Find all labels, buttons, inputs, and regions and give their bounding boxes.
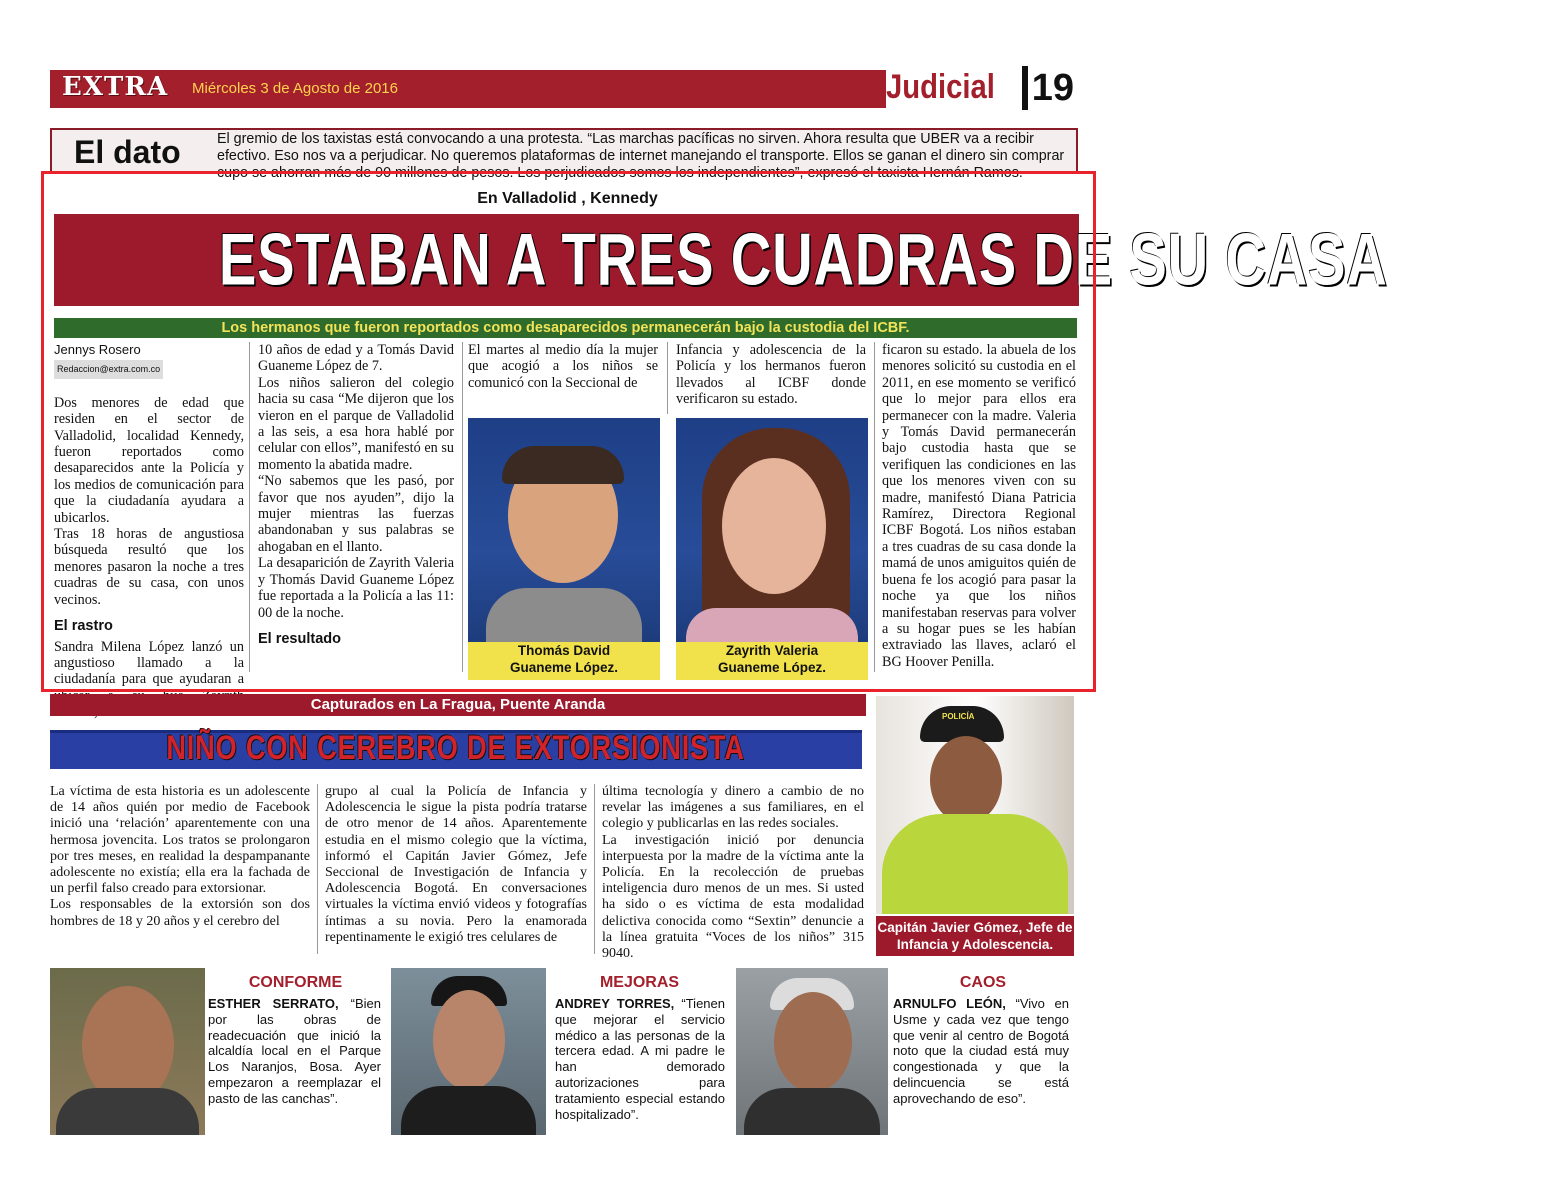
- voxpop-quote: “Tienen que mejorar el servicio médico a las personas de la tercera edad. A mi padre le han demorado autorizaciones para tratamiento especial estando hospitalizado”.: [555, 996, 725, 1122]
- story1-paragraph: Sandra Milena López lanzó un angustioso llamado a la ciudadanía para que ayudaran a: [54, 638, 244, 688]
- story1-paragraph: ficaron su estado. la abuela de los menores solicitó su custodia en el 2011, en ese momento se verificó que lo mejor para ellos era permanecer con la madre. Valeria y Tomás David permanecerán bajo custodia hasta que se verifiquen las condiciones en las que los menores viven con su madre, manifestó Diana Patricia Ramírez, Directora Regional ICBF Bogotá. Los niños estaban a tres cuadras de su casa donde la mamá de unos amiguitos quién de buena fe los acogió para pasar la noche ya que los niños manifestaban reservas para volver a su hogar pues se les habían extraviado las llaves, aclaró el BG Hoover Penilla.: [882, 342, 1076, 670]
- column-divider: [317, 784, 318, 954]
- officer-face-image: [930, 736, 1002, 824]
- clothing-shape: [401, 1086, 536, 1135]
- story1-paragraph: Tras 18 horas de angustiosa búsqueda resultó que los menores pasaron la noche a tres cuadras de su casa, con unos vecinos.: [54, 526, 244, 608]
- section-name: Judicial: [886, 68, 995, 106]
- page-header: [50, 66, 1078, 112]
- story1-paragraph: Dos menores de edad que residen en el sector de Valladolid, localidad Kennedy, fueron reportados como desaparecidos ante la Policía y los medios de comunicación para que la ciudadanía ayudara a ubicarlos.: [54, 394, 244, 526]
- story2-column-2: [325, 784, 587, 946]
- caption-line: Thomás David: [517, 643, 611, 658]
- story2-paragraph: La investigación inició por denuncia interpuesta por la madre de la víctima ante la Policía. En la recolección de pruebas inteligencia duro menos de un mes. Si usted ha sido o es víctima de esta modalidad delictiva conocida como “Sextin” denuncie a la línea gratuita “Voces de los niños” 315 9040.: [602, 832, 864, 962]
- clothing-shape: [56, 1088, 199, 1135]
- clothing-shape: [744, 1088, 880, 1135]
- el-dato-text: El gremio de los taxistas está convocando a una protesta. “Las marchas pacíficas no sirven. Ahora resulta que UBER va a recibir efectivo. Eso nos va a perjudicar. No queremos plataformas de internet manejando el transporte. Ellos se ganan el dinero sin comprar cupo se ahorran más de 90 millones de pesos. Los perjudicados somos los independientes”, expresó el taxista Hernán Ramos.: [217, 131, 1065, 181]
- story2-column-3: [602, 784, 864, 962]
- voxpop-quote: “Bien por las obras de readecuación que inició la alcaldía local en el Parque Los Naranjos, Bosa. Ayer empezaron a reemplazar el pasto de las canchas”.: [208, 996, 381, 1106]
- photo-esther-serrato: [50, 968, 205, 1135]
- voxpop-text-arnulfo: [893, 996, 1069, 1107]
- story1-paragraph: Los niños salieron del colegio hacia su casa “Me dijeron que los vieron en el parque de Valladolid a las seis, a esa hora hablé por celular con ellos”, manifestó en su momento la abatida madre.: [258, 374, 454, 473]
- cap-badge-text: POLICÍA: [942, 712, 975, 721]
- subhead-el-resultado: El resultado: [258, 630, 341, 647]
- story1-paragraph: 10 años de edad y a Tomás David Guaneme López de 7.: [258, 342, 454, 375]
- highlight-frame: [41, 171, 1096, 692]
- officer-vest-shape: [882, 814, 1068, 914]
- story1-paragraph: “No sabemos que les pasó, por favor que nos ayuden”, dijo la mujer mientras las fuerzas abandonaban y sus palabras se ahogaban en el llanto.: [258, 473, 454, 555]
- police-photo-caption: Capitán Javier Gómez, Jefe de Infancia y Adolescencia.: [876, 916, 1074, 956]
- story2-headline: [50, 728, 862, 768]
- voxpop-name: ESTHER SERRATO,: [208, 996, 339, 1011]
- story1-subheadline: Los hermanos que fueron reportados como desaparecidos permanecerán bajo la custodia del ICBF.: [54, 318, 1077, 338]
- voxpop-title-conforme: CONFORME: [248, 974, 343, 991]
- voxpop-name: ARNULFO LEÓN,: [893, 996, 1006, 1011]
- column-divider: [594, 784, 595, 954]
- person-face-image: [82, 986, 174, 1104]
- photo-capitan-javier-gomez: [876, 696, 1074, 914]
- el-dato-box: [50, 128, 1078, 181]
- person-face-image: [774, 992, 852, 1092]
- story1-headline-text: ESTABAN A TRES CUADRAS DE SU CASA: [218, 219, 1388, 301]
- page-number: 19: [1022, 66, 1074, 110]
- voxpop-title-caos: CAOS: [959, 974, 1007, 991]
- photo-arnulfo-leon: [736, 968, 888, 1135]
- story1-paragraph: La desaparición de Zayrith Valeria y Thomás David Guaneme López fue reportada a la Policía a las 11: 00 de la noche.: [258, 555, 454, 621]
- voxpop-title-mejoras: MEJORAS: [599, 974, 680, 991]
- byline-email: Redaccion@extra.com.co: [54, 360, 163, 378]
- story2-paragraph: grupo al cual la Policía de Infancia y Adolescencia le sigue la pista podría tratarse de otro menor de 14 años. Aparentemente estudia en el mismo colegio que la víctima, informó el Capitán Javier Gómez, Jefe Seccional de Investigación de Infancia y Adolescencia Bogotá. En conversaciones virtuales la víctima envió videos y fotografías íntimas a su novia. Pero la enamorada repentinamente le exigió tres celulares de: [325, 784, 587, 945]
- caption-line: Guaneme López.: [509, 660, 619, 675]
- voxpop-text-esther: [208, 996, 381, 1107]
- story1-paragraph: Infancia y adolescencia de la Policía y los hermanos fueron llevados al ICBF donde verificaron su estado.: [676, 342, 866, 408]
- issue-date: Miércoles 3 de Agosto de 2016: [192, 80, 398, 97]
- story2-paragraph: última tecnología y dinero a cambio de no revelar las imágenes a sus familiares, en el colegio y publicarlas en las redes sociales.: [602, 784, 864, 832]
- section-box: [886, 66, 1078, 112]
- story2-column-1: [50, 784, 310, 930]
- byline-author: Jennys Rosero: [54, 342, 141, 357]
- person-face-image: [433, 990, 505, 1090]
- voxpop-text-andrey: [555, 996, 725, 1122]
- caption-line: Zayrith Valeria: [725, 643, 819, 658]
- el-dato-label: El dato: [74, 134, 181, 170]
- newspaper-logo: EXTRA: [62, 72, 169, 102]
- subhead-el-rastro: El rastro: [54, 618, 113, 635]
- voxpop-name: ANDREY TORRES,: [555, 996, 675, 1011]
- story2-paragraph: Los responsables de la extorsión son dos hombres de 18 y 20 años y el cerebro del: [50, 897, 310, 929]
- story2-kicker: Capturados en La Fragua, Puente Aranda: [310, 696, 606, 713]
- story2-headline-text: NIÑO CON CEREBRO DE EXTORSIONISTA: [166, 729, 746, 767]
- voxpop-quote: “Vivo en Usme y cada vez que tengo que venir al centro de Bogotá noto que la ciudad está muy congestionada y que la delincuencia se está aprovechando de eso”.: [893, 996, 1069, 1106]
- story2-paragraph: La víctima de esta historia es un adolescente de 14 años quién por medio de Facebook inició una ‘relación’ aparentemente con una hermosa jovencita. Los tratos se prolongaron por tres meses, en realidad la despampanante adolescente no existía; ella era la fachada de un perfil falso creado para extorsionar.: [50, 784, 310, 897]
- photo-andrey-torres: [391, 968, 546, 1135]
- story1-kicker: En Valladolid , Kennedy: [477, 190, 658, 207]
- story1-paragraph: El martes al medio día la mujer que acogió a los niños se comunicó con la Seccional de: [468, 342, 658, 391]
- caption-line: Guaneme López.: [717, 660, 827, 675]
